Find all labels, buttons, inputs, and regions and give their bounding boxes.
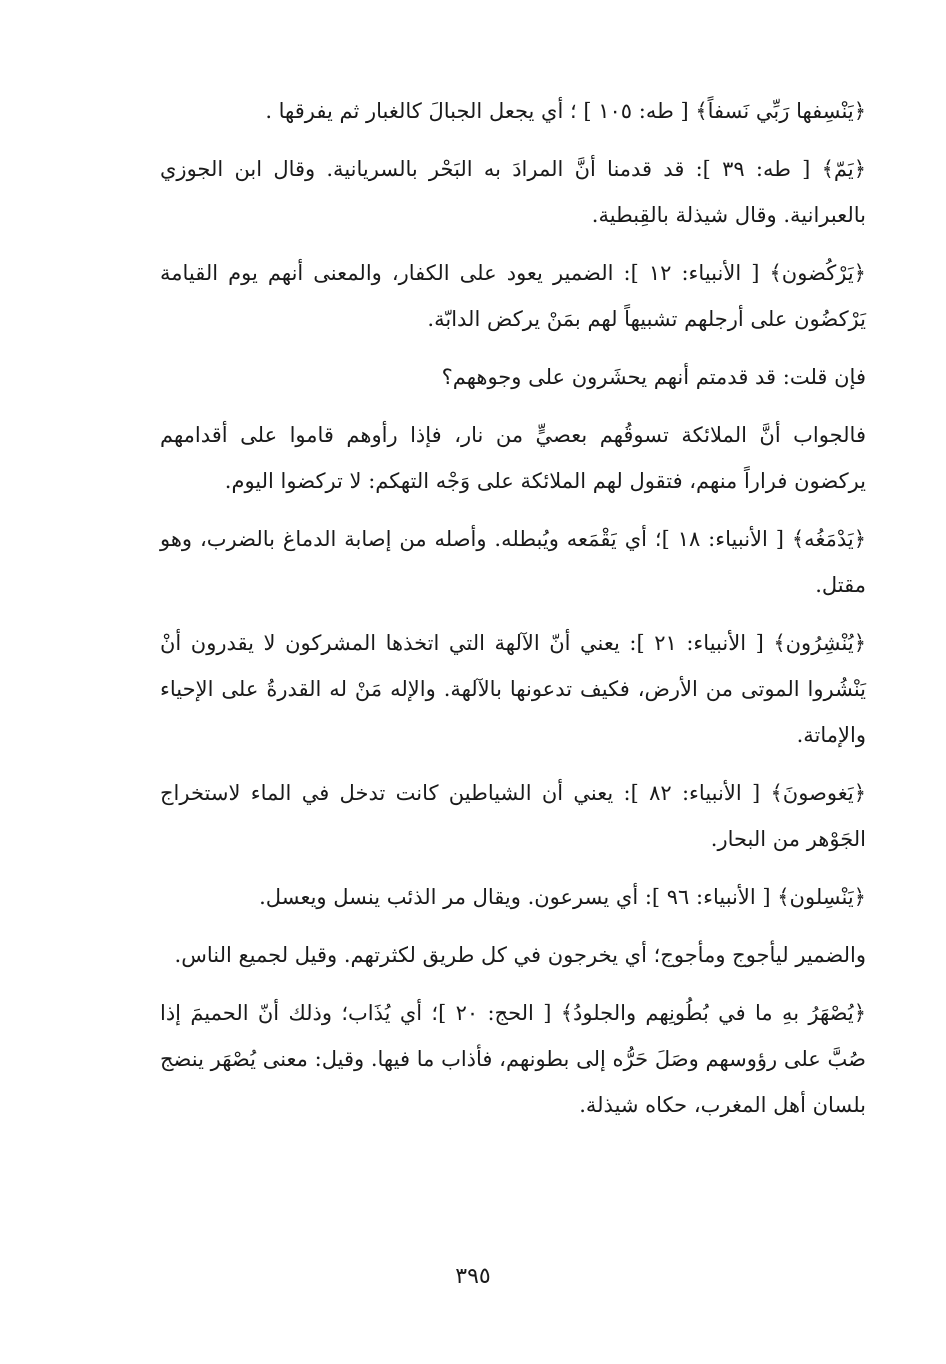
paragraph-6: ﴿يَدْمَغُه﴾ [ الأنبياء: ١٨ ]؛ أي يَقْمَعه ويُبطله. وأصله من إصابة الدماغ بالضرب، وهو مقتل.: [160, 527, 866, 597]
paragraph-1: ﴿يَنْسِفها رَبِّي نَسفاً﴾ [ طه: ١٠٥ ] ؛ أي يجعل الجبالَ كالغبار ثم يفرقها .: [265, 99, 866, 123]
paragraph-3: ﴿يَرْكُضون﴾ [ الأنبياء: ١٢ ]: الضمير يعود على الكفار، والمعنى أنهم يوم القيامة يَرْكضُون على أرجلهم تشبيهاً لهم بمَنْ يركض الدابّة.: [160, 261, 866, 331]
paragraph-4: فإن قلت: قد قدمتم أنهم يحشَرون على وجوههم؟: [441, 365, 866, 389]
page-body: [160, 88, 866, 1140]
paragraph-10: والضمير ليأجوج ومأجوج؛ أي يخرجون في كل طريق لكثرتهم. وقيل لجميع الناس.: [174, 943, 866, 967]
paragraph-2: ﴿يَمّ﴾ [ طه: ٣٩ ]: قد قدمنا أنَّ المرادَ به البَحْر بالسريانية. وقال ابن الجوزي بالعبرانية. وقال شيذلة بالقِبطية.: [160, 157, 866, 227]
paragraph-8: ﴿يَغوصونَ﴾ [ الأنبياء: ٨٢ ]: يعني أن الشياطين كانت تدخل في الماء لاستخراج الجَوْهر من البحار.: [160, 781, 867, 851]
paragraph-9: ﴿يَنْسِلون﴾ [ الأنبياء: ٩٦ ]: أي يسرعون. ويقال مر الذئب ينسل ويعسل.: [259, 885, 866, 909]
paragraph-7: ﴿يُنْشِرُون﴾ [ الأنبياء: ٢١ ]: يعني أنّ الآلهة التي اتخذها المشركون لا يقدرون أنْ يَنْشُروا الموتى من الأرض، فكيف تدعونها بالآلهة. والإله مَنْ له القدرةُ على الإحياء والإماتة.: [160, 631, 867, 747]
paragraph-11: ﴿يُصْهَرُ بهِ ما في بُطُونِهم والجلودُ﴾ [ الحج: ٢٠ ]؛ أي يُذَاب؛ وذلك أنّ الحميمَ إذا صُبَّ على رؤوسهم وصَلَ حَرُّه إلى بطونهم، فأذاب ما فيها. وقيل: معنى يُصْهَر ينضج بلسان أهل المغرب، حكاه شيذلة.: [160, 1001, 866, 1117]
paragraph-5: فالجواب أنَّ الملائكة تسوقُهم بعصيٍّ من نار، فإذا رأوهم قاموا على أقدامهم يركضون فراراً منهم، فتقول لهم الملائكة على وَجْه التهكم: لا تركضوا اليوم.: [160, 423, 866, 493]
page-number: ٣٩٥: [455, 1264, 491, 1289]
